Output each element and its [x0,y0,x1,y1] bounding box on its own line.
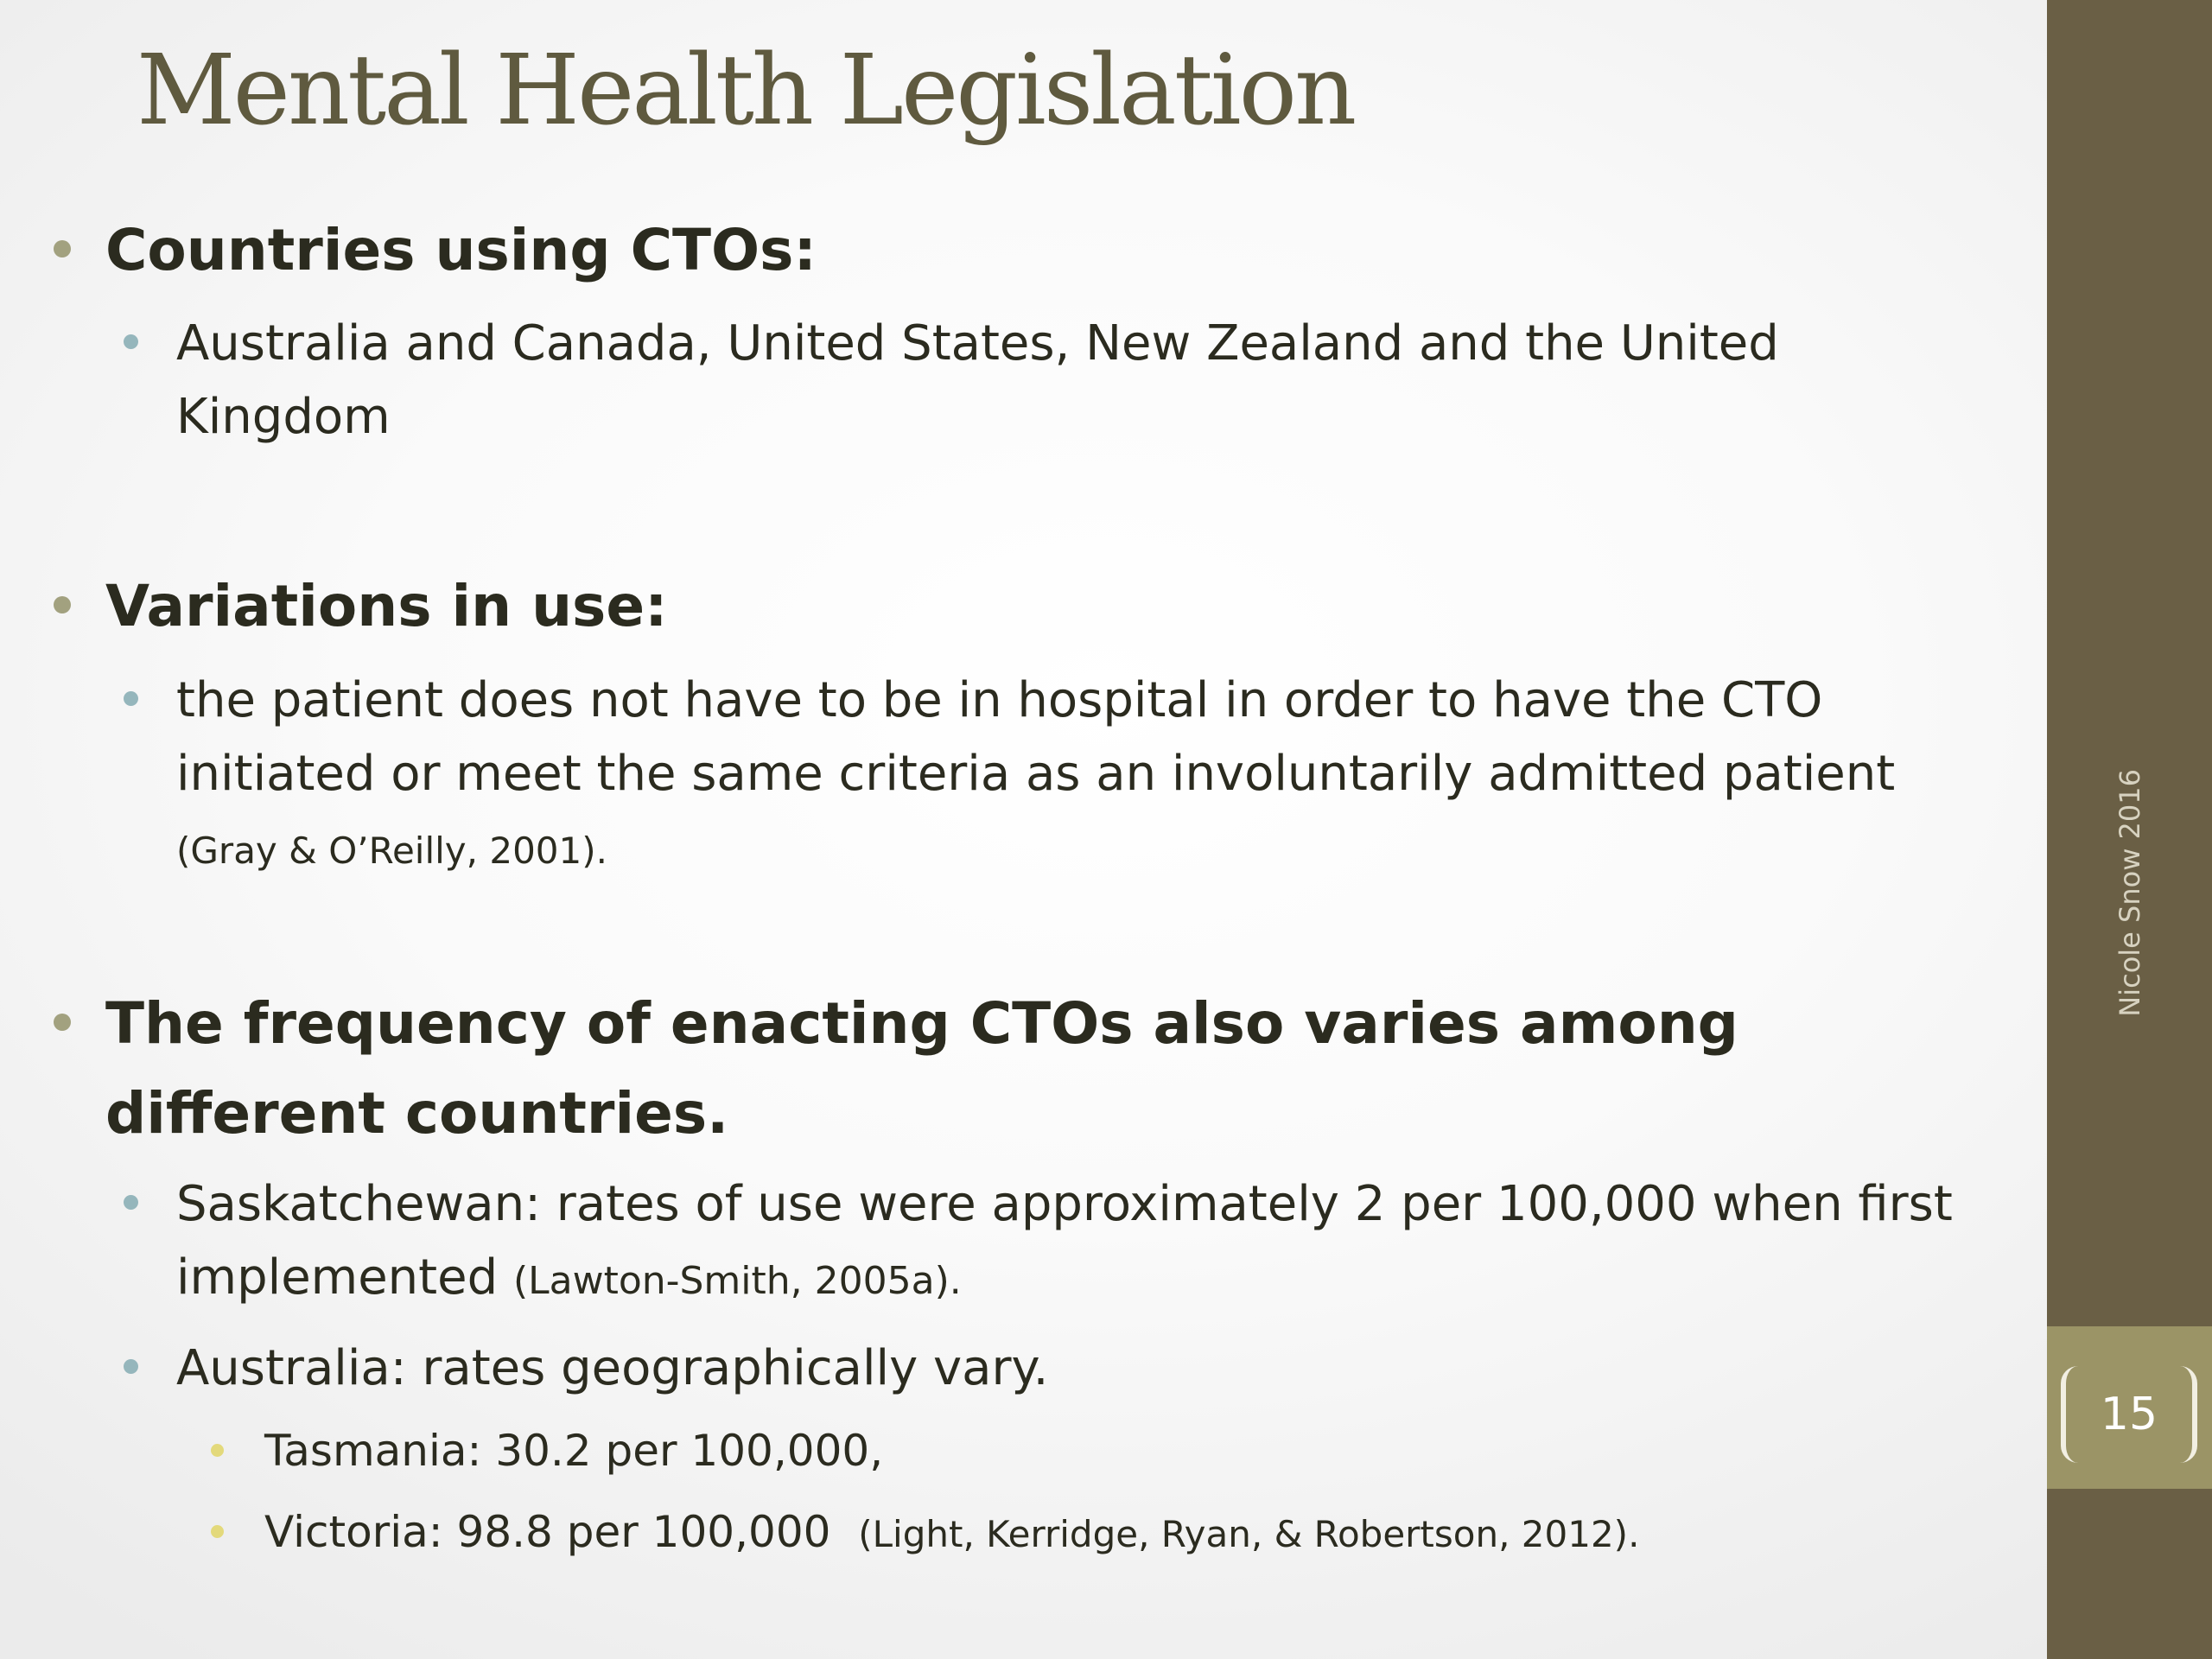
footer-area [2109,759,2151,1027]
footer-author-text: Nicole Snow 2016 [2113,768,2146,1017]
tasmania-item-text: Tasmania: 30.2 per 100,000, [264,1426,884,1476]
bullet-dot [54,596,71,613]
countries-list-text: Australia and Canada, United States, New Zealand and the United Kingdom [176,315,1779,445]
bullet-dot [124,334,138,349]
saskatchewan-citation: (Lawton-Smith, 2005a). [512,1259,962,1303]
bullet-dot [54,1014,71,1031]
variations-item-text: the patient does not have to be in hospital in order to have the CTO initiated or meet the same criteria as an involuntarily admitted patient [176,672,1896,802]
victoria-item [264,1491,1639,1575]
australia-item-text: Australia: rates geographically vary. [176,1340,1049,1396]
section-heading-frequency: The frequency of enacting CTOs also varies among different countries. [105,990,1738,1147]
bullet-dot [124,691,138,706]
variations-citation: (Gray & O’Reilly, 2001). [176,830,607,872]
saskatchewan-item [176,1167,2034,1318]
bullet-dot [54,240,71,257]
victoria-item-text: Victoria: 98.8 per 100,000 [264,1507,831,1557]
bullet-dot [211,1444,224,1457]
variations-item [176,664,2008,887]
bullet-dot [211,1525,224,1538]
bullet-dot [124,1195,138,1210]
section-heading-variations: Variations in use: [105,573,668,639]
saskatchewan-item-text: Saskatchewan: rates of use were approximately 2 per 100,000 when first implemented [176,1176,1953,1306]
section-heading-countries: Countries using CTOs: [105,217,817,283]
page-number: 15 [2061,1366,2197,1463]
slide-title: Mental Health Legislation [137,35,1355,147]
victoria-citation: (Light, Kerridge, Ryan, & Robertson, 2012). [858,1513,1640,1555]
page-number-box [2047,1326,2212,1489]
sidebar-band [2047,0,2212,1659]
bullet-dot [124,1359,138,1374]
